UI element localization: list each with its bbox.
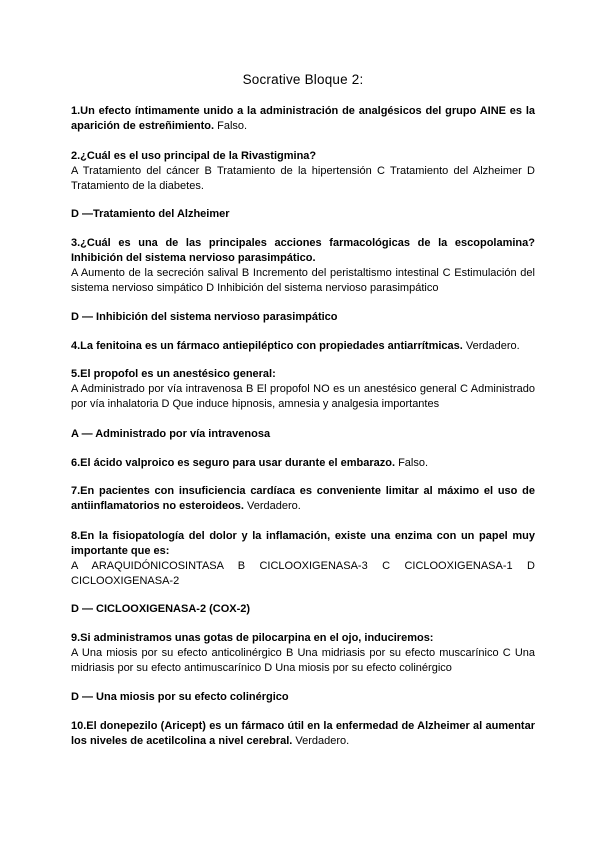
question-5: 5.El propofol es un anestésico general: A Administrado por vía intravenosa B El propofol NO es un anestésico general C Administrado por vía inhalatoria D Que induce hipnosis, amnesia y analgesia importantes <box>71 368 535 410</box>
question-6: 6.El ácido valproico es seguro para usar durante el embarazo. Falso. <box>71 457 429 469</box>
answer-8: D — CICLOOXIGENASA-2 (COX-2) <box>71 603 251 615</box>
question-9: 9.Si administramos unas gotas de pilocarpina en el ojo, induciremos: A Una miosis por su efecto anticolinérgico B Una midriasis por su efecto muscarínico C Una midriasis por su efecto antimuscarínico D Una miosis por su efecto colinérgico <box>71 632 535 674</box>
answer-9: D — Una miosis por su efecto colinérgico <box>71 691 289 703</box>
question-1: 1.Un efecto íntimamente unido a la administración de analgésicos del grupo AINE es la aparición de estreñimiento. Falso. <box>71 105 535 132</box>
question-2: 2.¿Cuál es el uso principal de la Rivastigmina? A Tratamiento del cáncer B Tratamiento de la hipertensión C Tratamiento del Alzheimer D Tratamiento de la diabetes. <box>71 150 535 192</box>
question-8: 8.En la fisiopatología del dolor y la inflamación, existe una enzima con un papel muy importante que es: A ARAQUIDÓNICOSINTASA B CICLOOXIGENASA-3 C CICLOOXIGENASA-1 D CICLOOXIGENASA-2 <box>71 530 535 587</box>
document-title: Socrative Bloque 2: <box>242 72 364 87</box>
question-10: 10.El donepezilo (Aricept) es un fármaco útil en la enfermedad de Alzheimer al aumentar los niveles de acetilcolina a nivel cerebral. Verdadero. <box>71 720 535 747</box>
answer-5: A — Administrado por vía intravenosa <box>71 428 271 440</box>
question-4: 4.La fenitoina es un fármaco antiepiléptico con propiedades antiarrítmicas. Verdadero. <box>71 340 520 352</box>
question-7: 7.En pacientes con insuficiencia cardíaca es conveniente limitar al máximo el uso de antiinflamatorios no esteroideos. Verdadero. <box>71 485 535 512</box>
answer-2: D —Tratamiento del Alzheimer <box>71 208 230 220</box>
question-3: 3.¿Cuál es una de las principales acciones farmacológicas de la escopolamina? Inhibición del sistema nervioso parasimpático. A Aumento de la secreción salival B Incremento del peristaltismo intestinal C Estimulación del sistema nervioso simpático D Inhibición del sistema nervioso parasimpático <box>71 237 535 294</box>
answer-3: D — Inhibición del sistema nervioso parasimpático <box>71 311 338 323</box>
